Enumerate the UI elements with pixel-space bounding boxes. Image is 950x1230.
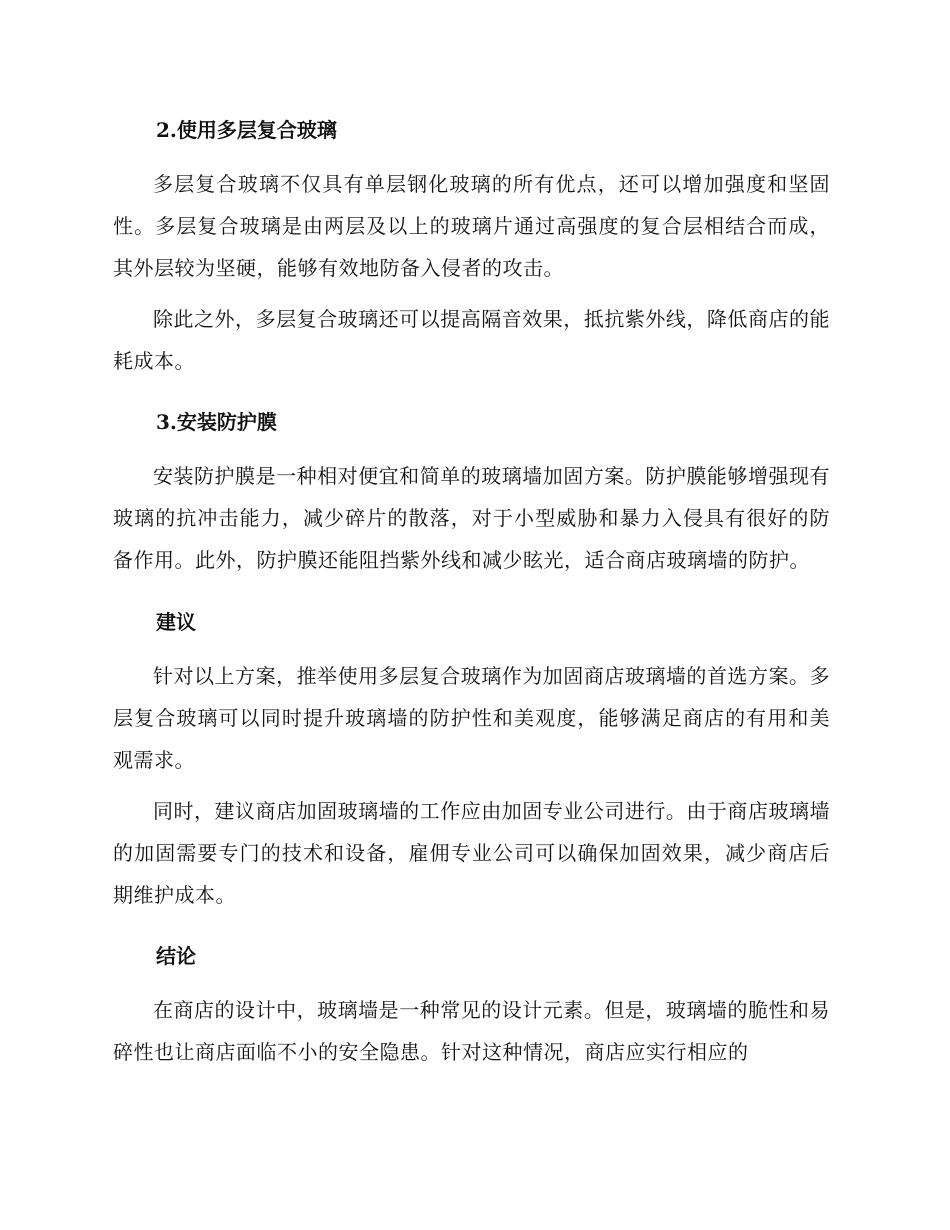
section-heading-conclusion: 结论: [156, 944, 196, 968]
paragraph-protective-film: 安装防护膜是一种相对便宜和简单的玻璃墙加固方案。防护膜能够增强现有玻璃的抗冲击能力，减少碎片的散落，对于小型威胁和暴力入侵具有很好的防备作用。此外，防护膜还能阻挡紫外线和减少眩光，适合商店玻璃墙的防护。: [113, 464, 830, 572]
paragraph-conclusion: 在商店的设计中，玻璃墙是一种常见的设计元素。但是，玻璃墙的脆性和易碎性也让商店面临不小的安全隐患。针对这种情况，商店应实行相应的: [113, 998, 830, 1064]
paragraph-recommendation-1: 针对以上方案，推举使用多层复合玻璃作为加固商店玻璃墙的首选方案。多层复合玻璃可以同时提升玻璃墙的防护性和美观度，能够满足商店的有用和美观需求。: [113, 664, 830, 772]
paragraph-recommendation-2: 同时，建议商店加固玻璃墙的工作应由加固专业公司进行。由于商店玻璃墙的加固需要专门的技术和设备，雇佣专业公司可以确保加固效果，减少商店后期维护成本。: [113, 799, 830, 907]
section-heading-laminated-glass: 2.使用多层复合玻璃: [156, 118, 337, 142]
section-heading-recommendation: 建议: [156, 610, 196, 634]
paragraph-laminated-glass-benefits: 除此之外，多层复合玻璃还可以提高隔音效果，抵抗紫外线，降低商店的能耗成本。: [113, 307, 830, 373]
document-page: [113, 110, 830, 1073]
paragraph-laminated-glass-intro: 多层复合玻璃不仅具有单层钢化玻璃的所有优点，还可以增加强度和坚固性。多层复合玻璃是由两层及以上的玻璃片通过高强度的复合层相结合而成，其外层较为坚硬，能够有效地防备入侵者的攻击。: [113, 172, 830, 280]
section-heading-protective-film: 3.安装防护膜: [156, 410, 277, 434]
